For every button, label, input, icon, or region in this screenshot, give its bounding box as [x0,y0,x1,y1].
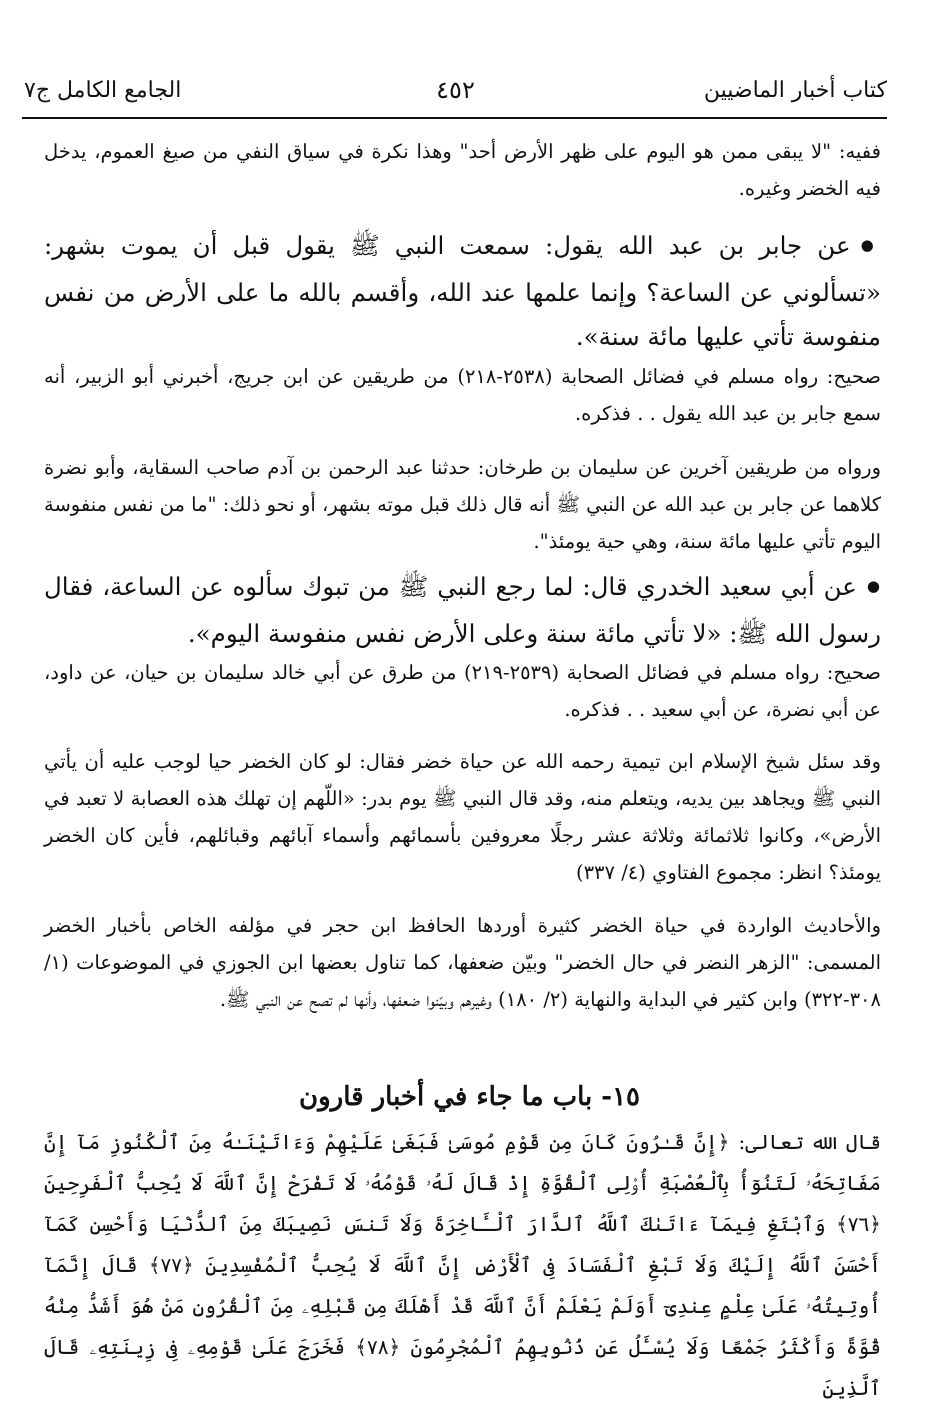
running-header [24,70,887,110]
paragraph-5: وقد سئل شيخ الإسلام ابن تيمية رحمه الله عن حياة خضر فقال: لو كان الخضر حيا لوجب عليه أن يأتي النبي ﷺ ويجاهد بين يديه، ويتعلم منه، وقد قال النبي ﷺ يوم بدر: «اللّهم إن تهلك هذه العصابة لا تعبد في الأرض»، وكانوا ثلاثمائة وثلاثة عشر رجلًا معروفين بأسمائهم وأسماء آبائهم وقبائلهم، فأين كان الخضر يومئذ؟ انظر: مجموع الفتاوي (٤/ ٣٣٧) [44,750,881,884]
paragraph-2: صحيح: رواه مسلم في فضائل الصحابة (٢٥٣٨-٢١٨) من طريقين عن ابن جريج، أخبرني أبو الزبير، أنه سمع جابر بن عبد الله يقول . . فذكره. [44,365,881,425]
header-rule [22,117,887,119]
header-volume-title: الجامع الكامل ج٧ [24,77,182,103]
paragraph-3: ورواه من طريقين آخرين عن سليمان بن طرخان: حدثنا عبد الرحمن بن آدم صاحب السقاية، وأبو نضرة كلاهما عن جابر بن عبد الله عن النبي ﷺ أنه قال ذلك قبل موته بشهر، أو نحو ذلك: "ما من نفس منفوسة اليوم تأتي عليها مائة سنة، وهي حية يومئذ". [44,456,881,553]
quran-passage: قال الله تعالى: ﴿إِنَّ قَـٰرُونَ كَانَ مِن قَوْمِ مُوسَىٰ فَبَغَىٰ عَلَيْهِمْ وَءَاتَيْنَـٰهُ مِنَ ٱلْكُنُوزِ مَآ إِنَّ مَفَاتِحَهُۥ لَتَنُوٓأُ بِٱلْعُصْبَةِ أُو۟لِى ٱلْقُوَّةِ إِذْ قَالَ لَهُۥ قَوْمُهُۥ لَا تَفْرَحْ إِنَّ ٱللَّهَ لَا يُحِبُّ ٱلْفَرِحِينَ ﴿٧٦﴾ وَٱبْتَغِ فِيمَآ ءَاتَىٰكَ ٱللَّهُ ٱلدَّارَ ٱلْـَٔاخِرَةَ وَلَا تَنسَ نَصِيبَكَ مِنَ ٱلدُّنْيَا وَأَحْسِن كَمَآ أَحْسَنَ ٱللَّهُ إِلَيْكَ وَلَا تَبْغِ ٱلْفَسَادَ فِى ٱلْأَرْضِ إِنَّ ٱللَّهَ لَا يُحِبُّ ٱلْمُفْسِدِينَ ﴿٧٧﴾ قَالَ إِنَّمَآ أُوتِيتُهُۥ عَلَىٰ عِلْمٍ عِندِىٓ أَوَلَمْ يَعْلَمْ أَنَّ ٱللَّهَ قَدْ أَهْلَكَ مِن قَبْلِهِۦ مِنَ ٱلْقُرُونِ مَنْ هُوَ أَشَدُّ مِنْهُ قُوَّةً وَأَكْثَرُ جَمْعًا وَلَا يُسْـَٔلُ عَن ذُنُوبِهِمُ ٱلْمُجْرِمُونَ ﴿٧٨﴾ فَخَرَجَ عَلَىٰ قَوْمِهِۦ فِى زِينَتِهِۦ قَالَ ٱلَّذِينَ [44,1130,881,1400]
page-number: ٤٥٢ [436,76,475,104]
paragraph-6: والأحاديث الواردة في حياة الخضر كثيرة أوردها الحافظ ابن حجر في مؤلفه الخاص بأخبار الخضر المسمى: "الزهر النضر في حال الخضر" وبيّن ضعفها، كما تناول بعضها ابن الجوزي في الموضوعات (١/ ٣٠٨-٣٢٢) وابن كثير في البداية والنهاية (٢/ ١٨٠) وغيرهم وبيّنوا ضعفها، وأنها لم تصح عن النبي ﷺ. [44,914,881,1011]
chapter-title: ١٥- باب ما جاء في أخبار قارون [298,1082,641,1112]
header-book-title: كتاب أخبار الماضيين [703,77,887,103]
paragraph-1: ففيه: "لا يبقى ممن هو اليوم على ظهر الأرض أحد" وهذا نكرة في سياق النفي من صيغ العموم، يدخل فيه الخضر وغيره. [44,140,881,200]
hadith-jabir: ● عن جابر بن عبد الله يقول: سمعت النبي ﷺ يقول قبل أن يموت بشهر: «تسألوني عن الساعة؟ وإنما علمها عند الله، وأقسم بالله ما على الأرض من نفس منفوسة تأتي عليها مائة سنة». [44,224,881,359]
paragraph-4: صحيح: رواه مسلم في فضائل الصحابة (٢٥٣٩-٢١٩) من طرق عن أبي خالد سليمان بن حيان، عن داود، عن أبي نضرة، عن أبي سعيد . . فذكره. [44,661,881,721]
hadith-abu-said: ● عن أبي سعيد الخدري قال: لما رجع النبي ﷺ من تبوك سألوه عن الساعة، فقال رسول الله ﷺ: «لا تأتي مائة سنة وعلى الأرض نفس منفوسة اليوم». [44,565,881,656]
